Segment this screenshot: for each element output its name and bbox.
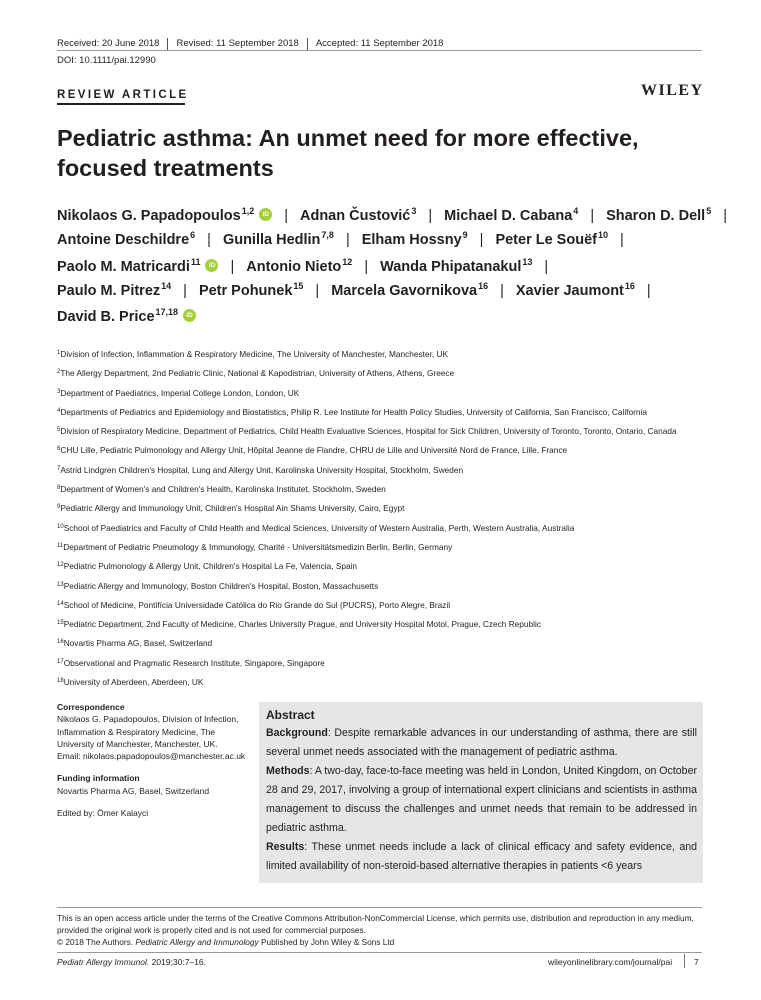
abstract-background: Background: Despite remarkable advances in our understanding of asthma, there are still several unmet needs associated with the management of pediatric asthma. [266, 727, 697, 758]
author[interactable]: Wanda Phipatanakul $^{13}$ [380, 256, 533, 275]
affiliation: $^{10}$School of Paediatrics and Faculty of Child Health and Medical Sciences, University of Western Australia, Perth, Western Australia, Australia [57, 522, 575, 533]
author[interactable]: Michael D. Cabana $^4$ [444, 206, 579, 224]
author[interactable]: David B. Price $^{17,18}$ iD [57, 308, 196, 325]
license-text: This is an open access article under the terms of the Creative Commons Attribution-NonCommercial License, which permits use, distribution and reproduction in any medium, provided the original work is properly cited and is not used for commercial purposes. [57, 913, 694, 935]
author[interactable]: Antoine Deschildre $^6$ [57, 230, 196, 249]
citation: Pediatr Allergy Immunol. 2019;30:7–16. [57, 957, 207, 967]
affiliation: $^{15}$Pediatric Department, 2nd Faculty of Medicine, Charles University Prague, and University Hospital Motol, Prague, Czech Republic [57, 619, 541, 630]
orcid-icon[interactable] [259, 208, 272, 221]
affiliation: $^{17}$Observational and Pragmatic Research Institute, Singapore, Singapore [57, 657, 325, 668]
divider [167, 38, 168, 50]
divider [307, 38, 308, 50]
editor-note: Edited by: Ömer Kalayci [57, 808, 149, 819]
abstract-box [259, 702, 703, 883]
author[interactable]: Paolo M. Matricardi $^{11}$ iD [57, 258, 218, 275]
doi[interactable]: DOI: 10.1111/pai.12990 [57, 55, 156, 66]
abstract-heading: Abstract [266, 708, 315, 722]
author-line: Paolo M. Matricardi $^{11}$ iD | Antonio Nieto $^{12}$ | Wanda Phipatanakul $^{13}$ | [57, 258, 717, 283]
funding-text: Novartis Pharma AG, Basel, Switzerland [57, 785, 210, 796]
affiliation: $^8$Department of Women's and Children's Health, Karolinska Institutet, Stockholm, Sweden [57, 484, 386, 495]
author[interactable]: Peter Le Souëf $^{10}$ [495, 230, 608, 249]
author-line: Paulo M. Pitrez $^{14}$ | Petr Pohunek $^{15}$ | Marcela Gavornikova $^{16}$ | Xavier Jaumont $^{16}$ | [57, 280, 651, 299]
affiliation: $^{13}$Pediatric Allergy and Immunology, Boston Children's Hospital, Boston, Massachusetts [57, 580, 379, 591]
author[interactable]: Elham Hossny $^9$ [361, 230, 468, 249]
correspondence-label: Correspondence [57, 702, 125, 712]
author[interactable]: Paulo M. Pitrez $^{14}$ [57, 280, 172, 299]
funding-label: Funding information [57, 773, 140, 784]
page-number: 7 [694, 957, 699, 967]
author[interactable]: Antonio Nieto $^{12}$ [246, 256, 353, 275]
author[interactable]: Xavier Jaumont $^{16}$ [515, 280, 635, 299]
author[interactable]: Adnan Čustović $^3$ [300, 206, 417, 224]
author[interactable]: Gunilla Hedlin $^{7,8}$ [222, 230, 334, 249]
orcid-icon[interactable] [183, 309, 196, 322]
journal-website-link[interactable]: wileyonlinelibrary.com/journal/pai [548, 957, 673, 967]
author-line: Nikolaos G. Papadopoulos $^{1,2}$ iD | Adnan Čustović $^3$ | Michael D. Cabana $^4$ | Sharon D. Dell $^5$ | [57, 207, 717, 232]
footer-rule [57, 952, 702, 953]
affiliation: $^{18}$University of Aberdeen, Aberdeen, UK [57, 677, 204, 688]
affiliation: $^7$Astrid Lindgren Children's Hospital, Lung and Allergy Unit, Karolinska University Hospital, Stockholm, Sweden [57, 464, 464, 475]
affiliation: $^1$Division of Infection, Inflammation & Respiratory Medicine, The University of Manchester, Manchester, UK [57, 349, 449, 359]
abstract-results: Results: These unmet needs include a lack of clinical efficacy and safety evidence, and limited availability of non-steroid-based alternative therapies in patients <6 years [266, 841, 697, 872]
orcid-icon[interactable] [205, 259, 218, 272]
accepted-date: Accepted: 11 September 2018 [315, 38, 444, 49]
revised-date: Revised: 11 September 2018 [176, 38, 299, 49]
author[interactable]: Sharon D. Dell $^5$ [606, 206, 712, 224]
correspondence-sidebar [57, 701, 247, 819]
affiliation: $^{14}$School of Medicine, Pontifícia Universidade Católica do Rio Grande do Sul (PUCRS), Porto Alegre, Brazil [57, 599, 451, 610]
author[interactable]: Marcela Gavornikova $^{16}$ [331, 280, 489, 299]
correspondence-text: Nikolaos G. Papadopoulos, Division of Infection, Inflammation & Respiratory Medicine, The University of Manchester, Manchester, UK. [57, 714, 239, 749]
article-type-underline [57, 103, 185, 105]
received-date: Received: 20 June 2018 [57, 38, 160, 49]
copyright-line: © 2018 The Authors. Pediatric Allergy and Immunology Published by John Wiley & Sons Ltd [57, 937, 395, 947]
article-dates [57, 38, 443, 50]
article-title: Pediatric asthma: An unmet need for more effective, focused treatments [57, 125, 639, 181]
correspondence-email[interactable]: Email: nikolaos.papadopoulos@manchester.ac.uk [57, 751, 246, 762]
abstract-methods: Methods: A two-day, face-to-face meeting was held in London, United Kingdom, on October 28 and 29, 2017, involving a group of international expert clinicians and scientists in asthma management to discuss the challenges and unmet needs that remain to be addressed in pediatric asthma. [266, 765, 697, 834]
affiliation: $^6$CHU Lille, Pediatric Pulmonology and Allergy Unit, Hôpital Jeanne de Flandre, CHRU de Lille and Université Nord de France, Lille, France [57, 445, 568, 456]
affiliation: $^2$The Allergy Department, 2nd Pediatric Clinic, National & Kapodistrian, University of Athens, Athens, Greece [57, 368, 455, 379]
header-rule [57, 50, 702, 51]
affiliation: $^{16}$Novartis Pharma AG, Basel, Switzerland [57, 638, 213, 649]
affiliation: $^{12}$Pediatric Pulmonology & Allergy Unit, Children's Hospital La Fe, Valencia, Spain [57, 561, 358, 572]
affiliation: $^4$Departments of Pediatrics and Epidemiology and Biostatistics, Philip R. Lee Institute for Health Policy Studies, University of California, San Francisco, California [57, 406, 647, 417]
divider [684, 954, 685, 968]
affiliation: $^{11}$Department of Pediatric Pneumology & Immunology, Charité - Universitätsmedizin Berlin, Berlin, Germany [57, 541, 453, 552]
license-notice [57, 912, 707, 948]
affiliation-list [57, 349, 707, 696]
publisher-logo: WILEY [641, 82, 704, 99]
affiliation: $^5$Division of Respiratory Medicine, Department of Pediatrics, Child Health Evaluative Sciences, Hospital for Sick Children, University of Toronto, Toronto, Ontario, Canada [57, 426, 677, 437]
affiliation: $^3$Department of Paediatrics, Imperial College London, London, UK [57, 387, 300, 398]
author-line: Antoine Deschildre $^6$ | Gunilla Hedlin $^{7,8}$ | Elham Hossny $^9$ | Peter Le Souëf $^{10}$ | [57, 230, 624, 249]
footer-rule [57, 907, 702, 908]
article-type: REVIEW ARTICLE [57, 89, 189, 101]
author[interactable]: Petr Pohunek $^{15}$ [198, 280, 304, 299]
author-list [57, 206, 727, 333]
affiliation: $^9$Pediatric Allergy and Immunology Unit, Children's Hospital Ain Shams University, Cairo, Egypt [57, 503, 405, 514]
author-line [57, 308, 717, 333]
abstract-body [266, 724, 697, 876]
author[interactable]: Nikolaos G. Papadopoulos $^{1,2}$ iD [57, 207, 272, 224]
